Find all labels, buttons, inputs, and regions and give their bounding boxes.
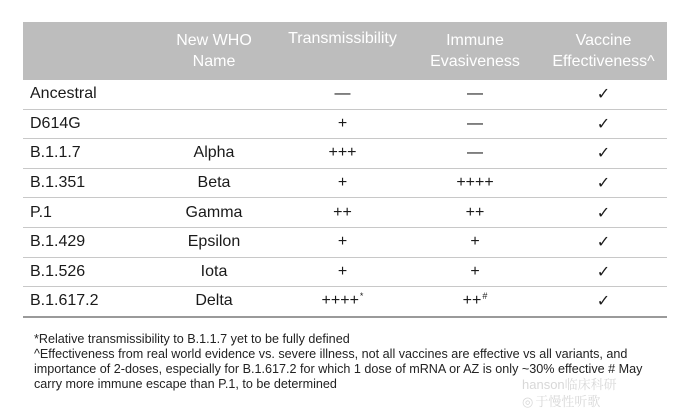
immune-value: — (467, 144, 483, 162)
table-row (23, 168, 667, 198)
immune-evasiveness-cell (410, 80, 540, 109)
variants-table (23, 22, 667, 318)
footnote-marker: * (359, 291, 364, 302)
table-row (23, 80, 667, 109)
transmissibility-cell (275, 198, 410, 228)
immune-value: + (470, 233, 480, 251)
variant-cell: B.1.1.7 (23, 139, 153, 169)
immune-evasiveness-cell (410, 168, 540, 198)
table-row (23, 139, 667, 169)
who-name-cell: Delta (153, 287, 275, 317)
transmissibility-value: ++++ (321, 292, 359, 310)
who-name-cell: Beta (153, 168, 275, 198)
table-header (23, 22, 667, 80)
header-vaccine-effectiveness (540, 22, 667, 80)
who-name-cell (153, 109, 275, 139)
vaccine-effectiveness-cell (540, 80, 667, 109)
watermark-line (522, 393, 672, 410)
immune-value: ++++ (456, 174, 494, 192)
transmissibility-cell (275, 257, 410, 287)
vaccine-effectiveness-cell (540, 287, 667, 317)
table-row (23, 198, 667, 228)
header-label-line1: New WHO (176, 32, 252, 49)
header-transmissibility (275, 22, 410, 80)
transmissibility-cell (275, 80, 410, 109)
variant-cell: B.1.526 (23, 257, 153, 287)
checkmark-icon: ✓ (596, 293, 611, 311)
header-who-name (153, 22, 275, 80)
vaccine-effectiveness-cell (540, 139, 667, 169)
variant-cell: D614G (23, 109, 153, 139)
immune-evasiveness-cell (410, 139, 540, 169)
vaccine-effectiveness-cell (540, 227, 667, 257)
footnote: *Relative transmissibility to B.1.1.7 yet to be fully defined (34, 332, 350, 346)
variant-cell: B.1.617.2 (23, 287, 153, 317)
vaccine-effectiveness-cell (540, 198, 667, 228)
immune-evasiveness-cell (410, 257, 540, 287)
transmissibility-cell (275, 109, 410, 139)
checkmark-icon: ✓ (596, 175, 611, 193)
vaccine-effectiveness-cell (540, 109, 667, 139)
watermark-text: 于慢性听歌 (535, 394, 601, 409)
checkmark-icon: ✓ (596, 234, 611, 252)
watermark-line: hanson临床科研 (522, 377, 617, 392)
immune-value: — (467, 85, 483, 103)
transmissibility-cell (275, 139, 410, 169)
transmissibility-value: ++ (333, 203, 352, 221)
variant-cell: B.1.429 (23, 227, 153, 257)
who-name-cell: Alpha (153, 139, 275, 169)
transmissibility-cell (275, 227, 410, 257)
header-label-line2: Effectiveness^ (552, 53, 655, 70)
table-row (23, 287, 667, 317)
variant-cell: Ancestral (23, 80, 153, 109)
header-row (23, 22, 667, 80)
who-name-cell (153, 80, 275, 109)
header-immune-evasiveness (410, 22, 540, 80)
header-label-line1: Immune (446, 32, 504, 49)
header-variant (23, 22, 153, 80)
header-label-line1: Vaccine (575, 32, 632, 49)
table-row (23, 257, 667, 287)
transmissibility-value: + (337, 114, 348, 132)
immune-evasiveness-cell (410, 198, 540, 228)
checkmark-icon: ✓ (596, 115, 611, 133)
header-label-line1: Transmissibility (288, 30, 397, 47)
footnote: ^Effectiveness from real world evidence vs. severe illness, not all vaccines are effective vs all variants, and importance of 2-doses, especially for B.1.617.2 for which 1 dose of mRNA or AZ is only ~30% effective # May carry more immune escape than P.1, to be determined (34, 347, 643, 391)
transmissibility-cell (275, 287, 410, 317)
vaccine-effectiveness-cell (540, 168, 667, 198)
who-name-cell: Epsilon (153, 227, 275, 257)
transmissibility-value: +++ (328, 144, 357, 162)
checkmark-icon: ✓ (596, 145, 611, 163)
immune-evasiveness-cell (410, 109, 540, 139)
vaccine-effectiveness-cell (540, 257, 667, 287)
who-name-cell: Gamma (153, 198, 275, 228)
variants-table-container (23, 22, 667, 318)
transmissibility-cell (275, 168, 410, 198)
who-name-cell: Iota (153, 257, 275, 287)
immune-evasiveness-cell (410, 287, 540, 317)
immune-value: + (470, 262, 480, 280)
immune-value: ++ (462, 292, 482, 310)
immune-value: — (467, 114, 483, 132)
table-body (23, 80, 667, 317)
transmissibility-value: + (337, 233, 348, 251)
immune-value: ++ (465, 203, 485, 221)
table-row (23, 227, 667, 257)
checkmark-icon: ✓ (596, 263, 611, 281)
transmissibility-value: + (337, 262, 348, 280)
variant-cell: B.1.351 (23, 168, 153, 198)
checkmark-icon: ✓ (596, 204, 611, 222)
immune-evasiveness-cell (410, 227, 540, 257)
transmissibility-value: + (337, 174, 348, 192)
transmissibility-value: — (334, 85, 351, 103)
variant-cell: P.1 (23, 198, 153, 228)
footnote-marker: # (482, 291, 488, 302)
header-label-line2: Evasiveness (430, 53, 520, 70)
header-label-line2: Name (192, 53, 236, 70)
table-row (23, 109, 667, 139)
watermark (522, 376, 672, 410)
checkmark-icon: ✓ (596, 86, 611, 104)
weibo-icon: ◎ (522, 394, 534, 409)
